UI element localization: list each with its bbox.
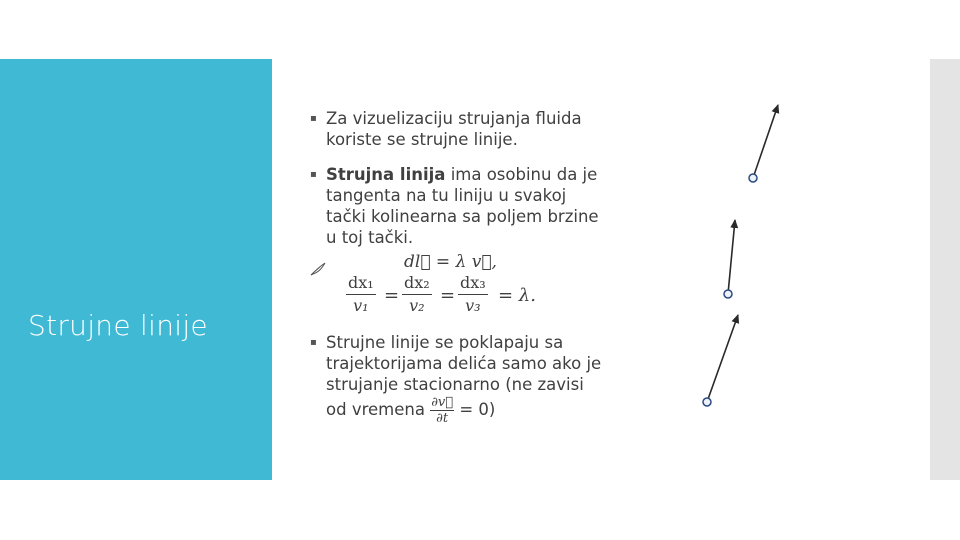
slide-title: Strujne linije: [28, 309, 208, 342]
bullet-tail: = 0): [454, 400, 496, 419]
right-gray-strip: [930, 59, 960, 480]
title-panel: [0, 59, 272, 480]
bullet-item-stationary: [310, 332, 606, 426]
bullet-icon: ▪: [310, 337, 317, 348]
velocity-arrows-figure: [690, 80, 840, 470]
fraction-3: $\frac{\text{dx₃}}{\text{v₃}}$: [460, 273, 486, 315]
equals-sign-1: =: [384, 285, 400, 306]
partial-derivative-fraction: $\frac{\partial v⃗}{\partial t}$: [431, 395, 454, 426]
feather-bullet-icon: [310, 262, 326, 280]
bullet-bold-term: Strujna linija: [326, 165, 446, 184]
bullet-item-definition: [310, 164, 606, 248]
bullet-icon: ▪: [310, 169, 317, 180]
bullet-icon: ▪: [310, 113, 317, 124]
bullet-text: Strujne linije se poklapaju sa trajektorijama delića samo ako je strujanje stacionarno (ne zavisi od vremena: [326, 333, 602, 419]
bullet-text: ima osobinu da je tangenta na tu liniju u svakoj tački kolinearna sa poljem brzine u toj tački.: [326, 165, 599, 247]
fraction-2: $\frac{\text{dx₂}}{\text{v₂}}$: [404, 273, 430, 315]
streamline-equation: [340, 252, 560, 324]
arrow-1: [749, 105, 778, 182]
arrow-2: [724, 220, 735, 298]
bullet-item-visualization: [310, 108, 606, 150]
equals-sign-2: =: [440, 285, 456, 306]
equation-line-1: dl⃗ = λ v⃗,: [404, 252, 497, 272]
fraction-1: $\frac{\text{dx₁}}{\text{v₁}}$: [348, 273, 374, 315]
bullet-text: Za vizuelizaciju strujanja fluida koriste se strujne linije.: [326, 109, 582, 149]
equation-tail: = λ.: [498, 285, 536, 306]
arrow-3: [703, 315, 738, 406]
